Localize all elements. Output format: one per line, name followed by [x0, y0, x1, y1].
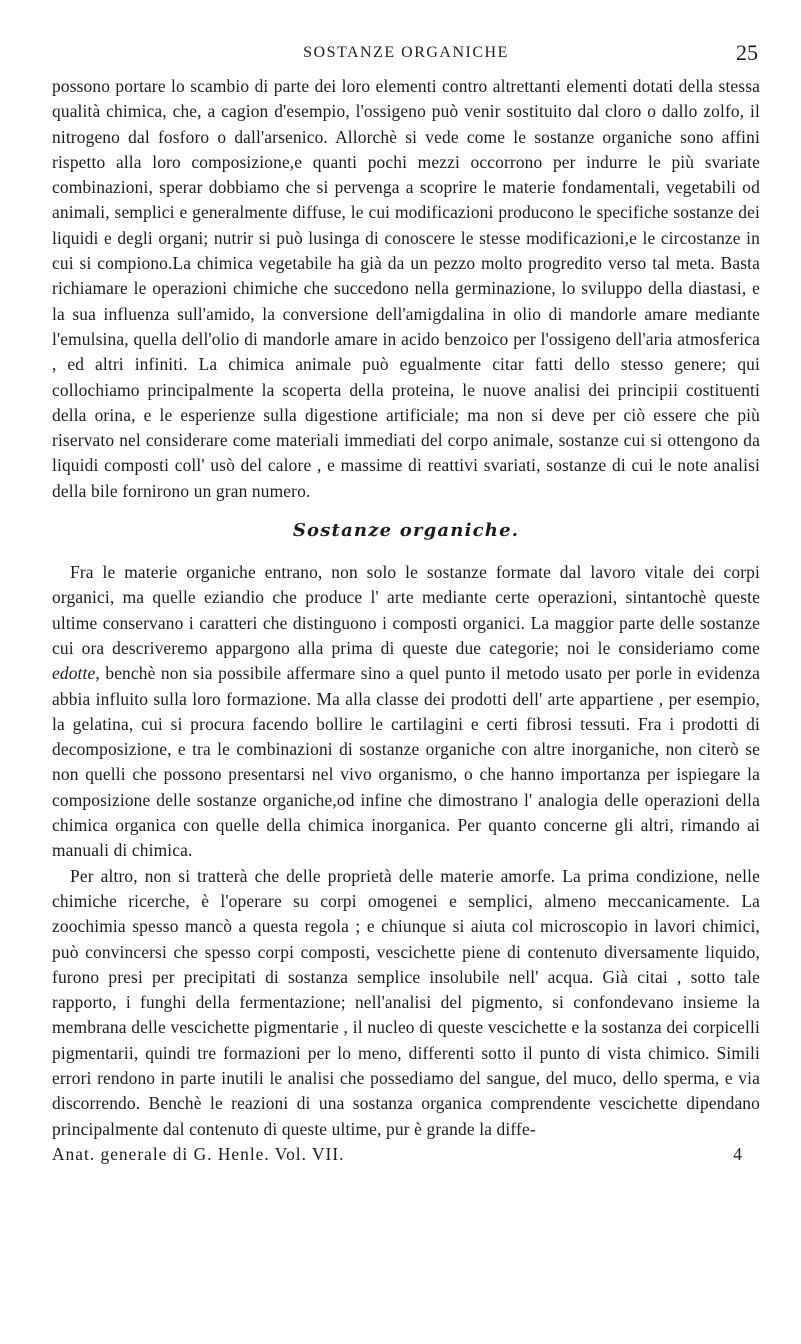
publication-line: Anat. generale di G. Henle. Vol. VII.: [52, 1143, 345, 1164]
paragraph-1: possono portare lo scambio di parte dei loro elementi contro altrettanti elementi dotati della stessa qualità chimica, che, a cagion d'esempio, l'ossigeno può venir sostituito dal cloro o dallo zolfo, il nitrogeno dal fosforo o dall'arsenico. Allorchè si vede come le sostanze organiche sono affini rispetto alla loro composizione,e quanti pochi mezzi occorrono per indurre le più svariate combinazioni, sperar dobbiamo che si pervenga a scoprire le materie fondamentali, vegetabili od animali, semplici e generalmente diffuse, le cui modificazioni producono le specifiche sostanze dei liquidi e degli organi; nutrir si può lusinga di conoscere le stesse modificazioni,e le circostanze in cui si compiono.La chimica vegetabile ha già da un pezzo molto progredito verso tal meta. Basta richiamare le operazioni chimiche che succedono nella germinazione, lo sviluppo della diastasi, e la sua influenza sull'amido, la conversione dell'amigdalina in olio di mandorle amare mediante l'emulsina, quella dell'olio di mandorle amare in acido benzoico per l'ossigeno dell'aria atmosferica , ed altri infiniti. La chimica animale può egualmente citar fatti dello stesso genere; qui collochiamo principalmente la scoperta della proteina, le nuove analisi dei principii costituenti della orina, e le esperienze sulla digestione artificiale; ma non si deve per ciò essere che più riservato nel considerare come materiali immediati del corpo animale, sostanze cui si ottengono da liquidi composti coll' usò del calore , e massime di reattivi svariati, sostanze di cui le note analisi della bile fornirono un gran numero.: [52, 76, 760, 501]
running-title: SOSTANZE ORGANICHE: [303, 44, 509, 61]
paragraph-2: [52, 560, 760, 864]
signature-mark: 4: [733, 1143, 742, 1164]
section-heading: Sostanze organiche.: [292, 520, 520, 542]
paragraph-2-text-b: , benchè non sia possibile affermare sino a quel punto il metodo usato per porle in evidenza abbia influito sulla loro formazione. Ma alla classe dei prodotti dell' arte appartiene , per esempio, la gelatina, cui si procura facendo bollire le cartilagini e certi fibrosi tessuti. Fra i prodotti di decomposizione, e tra le combinazioni di sostanze organiche con altre inorganiche, non citerò se non quelli che possono presentarsi nel vivo organismo, o che hanno importanza per ispiegare la composizione delle sostanze organiche,od infine che dimostrano l' analogia delle operazioni della chimica organica con quelle della chimica inorganica. Per quanto concerne gli altri, rimando ai manuali di chimica.: [52, 663, 760, 861]
paragraph-2-italic-term: edotte: [52, 663, 96, 684]
paragraph-2-text-a: Fra le materie organiche entrano, non solo le sostanze formate dal lavoro vitale dei corpi organici, ma quelle eziandio che produce l' arte mediante certe operazioni, sintantochè queste ultime conservano i caratteri che distinguono i composti organici. La maggior parte delle sostanze cui ora descriveremo appargono alla prima di queste due categorie; noi le consideriamo come: [52, 562, 760, 658]
book-page: [52, 38, 760, 1328]
footer-line: [52, 1142, 760, 1167]
paragraph-3: Per altro, non si tratterà che delle proprietà delle materie amorfe. La prima condizione, nelle chimiche ricerche, è l'operare su corpi omogenei e semplici, almeno meccanicamente. La zoochimia spesso mancò a questa regola ; e chiunque si aiuta col microscopio in lavori chimici, può convincersi che spesso corpi composti, vescichette piene di contenuto diversamente liquido, furono presi per precipitati di sostanza semplice insolubile nell' acqua. Già citai , sotto tale rapporto, i funghi della fermentazione; nell'analisi del pigmento, si confondevano insieme la membrana delle vescichette pigmentarie , il nucleo di queste vescichette e la sostanza dei corpicelli pigmentarii, quindi tre formazioni per lo meno, differenti sotto il punto di vista chimico. Simili errori rendono in parte inutili le analisi che possediamo del sangue, del muco, dello sperma, e via discorrendo. Benchè le reazioni di una sostanza organica comprendente vescichette dipendano principalmente dal contenuto di queste ultime, pur è grande la diffe-: [52, 865, 760, 1139]
running-head: [52, 38, 760, 68]
page-number: 25: [736, 40, 758, 65]
